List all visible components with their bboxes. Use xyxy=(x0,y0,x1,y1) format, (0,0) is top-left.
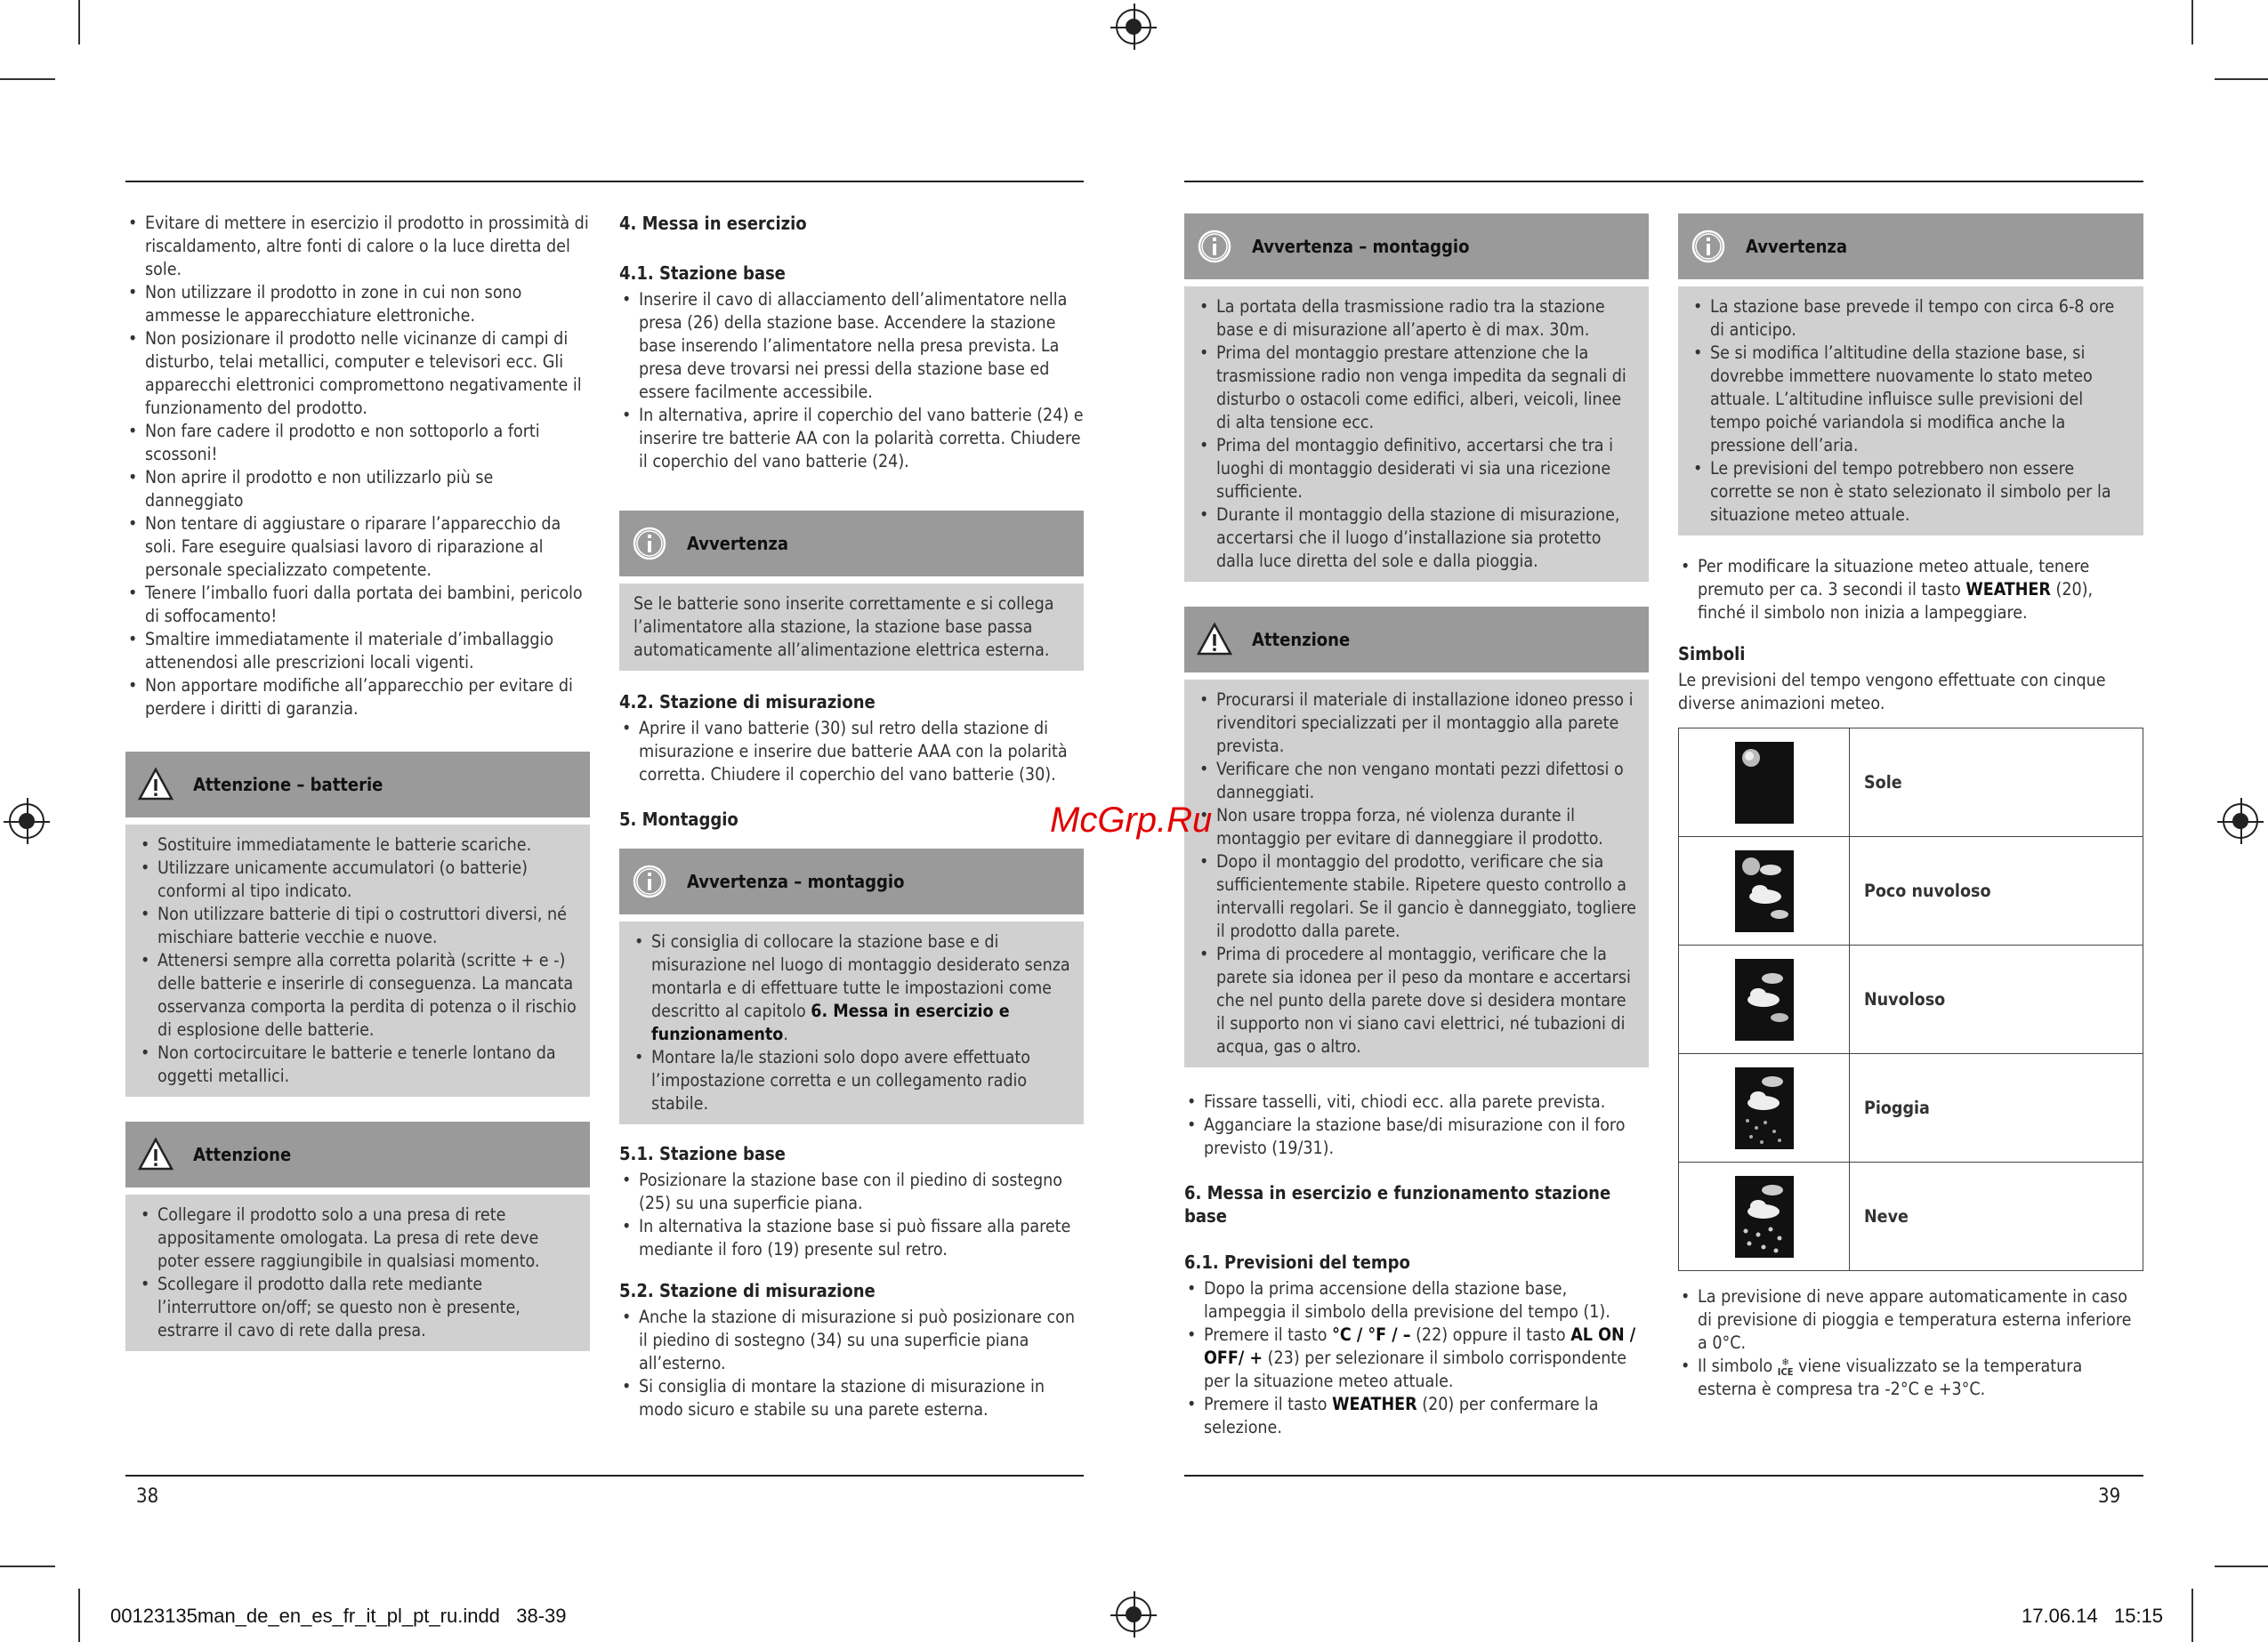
list-item: • In alternativa la stazione base si può fissare alla parete mediante il foro (19) presente sul retro. xyxy=(619,1215,1084,1261)
list-item: • Tenere l’imballo fuori dalla portata dei bambini, pericolo di soffocamento! xyxy=(125,582,590,628)
list-item: • Aprire il vano batterie (30) sul retro della stazione di misurazione e inserire due batterie AAA con la polarità corretta. Chiudere il coperchio del vano batterie (30). xyxy=(619,717,1084,786)
box-body xyxy=(619,584,1084,671)
list-item: • Evitare di mettere in esercizio il prodotto in prossimità di riscaldamento, altre fonti di calore o la luce diretta del sole. xyxy=(125,212,590,281)
symbol-label: Neve xyxy=(1850,1163,2143,1271)
left-column-2 xyxy=(619,212,1084,1421)
list-item: • Prima del montaggio definitivo, accertarsi che tra i luoghi di montaggio desiderati vi sia una ricezione sufficiente. xyxy=(1197,434,1636,503)
snow-icon xyxy=(1735,1176,1794,1258)
list-item: • La previsione di neve appare automaticamente in caso di previsione di pioggia e temperatura esterna inferiore a 0°C. xyxy=(1678,1285,2143,1355)
list-item: • Durante il montaggio della stazione di misurazione, accertarsi che il luogo d’installazione sia protetto dalla luce diretta del sole e dalla pioggia. xyxy=(1197,503,1636,573)
page-number-left: 38 xyxy=(136,1485,159,1508)
section-heading: 6.1. Previsioni del tempo xyxy=(1184,1252,1410,1273)
section-heading: Simboli xyxy=(1678,643,1746,664)
list-item: • Non utilizzare batterie di tipi o costruttori diversi, né mischiare batterie vecchie e nuove. xyxy=(138,903,577,949)
crop-mark xyxy=(2215,1566,2268,1567)
crop-mark xyxy=(0,78,55,80)
list-item: • La stazione base prevede il tempo con circa 6-8 ore di anticipo. xyxy=(1691,295,2131,342)
list-item: • La portata della trasmissione radio tra la stazione base e di misurazione all’aperto è di max. 30m. xyxy=(1197,295,1636,342)
registration-mark-icon xyxy=(9,803,44,839)
right-column-1 xyxy=(1184,213,1649,1439)
box-header xyxy=(125,752,590,817)
list-item: • Procurarsi il materiale di installazione idoneo presso i rivenditori specializzati per il montaggio alla parete prevista. xyxy=(1197,688,1636,758)
page-number-right: 39 xyxy=(2098,1485,2121,1508)
box-avvertenza-montaggio xyxy=(1184,213,1649,582)
list-item: • Smaltire immediatamente il materiale d’imballaggio attenendosi alle prescrizioni locali vigenti. xyxy=(125,628,590,674)
footer-rule xyxy=(1184,1475,2143,1477)
box-header xyxy=(1184,213,1649,279)
crop-mark xyxy=(2191,1589,2193,1642)
list-item: • Non tentare di aggiustare o riparare l’apparecchio da soli. Fare eseguire qualsiasi lavoro di riparazione al personale specializzato competente. xyxy=(125,512,590,582)
symbols-table xyxy=(1678,728,2143,1271)
list-item: • Premere il tasto WEATHER (20) per confermare la selezione. xyxy=(1184,1393,1649,1439)
registration-mark-icon xyxy=(2223,803,2258,839)
box-title: Avvertenza – montaggio xyxy=(1252,236,1470,257)
box-title: Attenzione xyxy=(193,1144,292,1165)
list-item: • Non utilizzare il prodotto in zone in cui non sono ammesse le apparecchiature elettroniche. xyxy=(125,281,590,327)
box-body xyxy=(125,1195,590,1351)
list-item: • Le previsioni del tempo potrebbero non essere corrette se non è stato selezionato il simbolo per la situazione meteo attuale. xyxy=(1691,457,2131,527)
left-column-1 xyxy=(125,212,590,1351)
list-item: • Fissare tasselli, viti, chiodi ecc. alla parete prevista. xyxy=(1184,1091,1649,1114)
box-avvertenza xyxy=(619,511,1084,671)
list-item: • Si consiglia di collocare la stazione base e di misurazione nel luogo di montaggio desiderato senza montarla e di effettuare tutte le impostazioni come descritto al capitolo 6. Messa in esercizio e funzionamento. xyxy=(632,930,1071,1046)
footer-date: 17.06.14 15:15 xyxy=(2022,1605,2164,1627)
box-avvertenza-montaggio xyxy=(619,849,1084,1124)
box-attenzione xyxy=(1184,607,1649,1067)
box-body xyxy=(125,825,590,1097)
list-item: • Verificare che non vengano montati pezzi difettosi o danneggiati. xyxy=(1197,758,1636,804)
box-header xyxy=(619,511,1084,576)
table-cell xyxy=(1679,1054,1850,1163)
section-heading: 5. Montaggio xyxy=(619,809,739,830)
box-header xyxy=(619,849,1084,914)
crop-mark xyxy=(2191,0,2193,44)
table-cell xyxy=(1679,728,1850,837)
box-body xyxy=(619,922,1084,1124)
list-item: • Sostituire immediatamente le batterie scariche. xyxy=(138,833,577,857)
list-item: • Dopo la prima accensione della stazione base, lampeggia il simbolo della previsione del tempo (1). xyxy=(1184,1277,1649,1324)
symbol-label: Sole xyxy=(1850,728,2143,837)
ice-snowflake-icon: ❄ ICE xyxy=(1777,1356,1794,1378)
box-attenzione xyxy=(125,1122,590,1351)
list-item: • Collegare il prodotto solo a una presa di rete appositamente omologata. La presa di rete deve poter essere raggiungibile in qualsiasi momento. xyxy=(138,1203,577,1273)
sun-icon xyxy=(1735,742,1794,824)
crop-mark xyxy=(0,1566,55,1567)
info-icon xyxy=(1197,229,1232,264)
partly-cloudy-icon xyxy=(1735,850,1794,932)
info-icon xyxy=(632,526,667,561)
symbol-label: Nuvoloso xyxy=(1850,946,2143,1054)
rain-icon xyxy=(1735,1067,1794,1149)
crop-mark xyxy=(78,1589,80,1642)
list-item: • Non aprire il prodotto e non utilizzarlo più se danneggiato xyxy=(125,466,590,512)
table-row xyxy=(1679,837,2143,946)
box-text: Se le batterie sono inserite correttamente e si collega l’alimentatore alla stazione, la stazione base passa automaticamente all’alimentazione elettrica esterna. xyxy=(634,593,1054,660)
box-body xyxy=(1184,680,1649,1067)
box-header xyxy=(1184,607,1649,672)
cloudy-icon xyxy=(1735,959,1794,1041)
table-row xyxy=(1679,946,2143,1054)
list-item: • Anche la stazione di misurazione si può posizionare con il piedino di sostegno (34) su una superficie piana all’esterno. xyxy=(619,1306,1084,1375)
list-item: • Non usare troppa forza, né violenza durante il montaggio per evitare di danneggiare il prodotto. xyxy=(1197,804,1636,850)
box-title: Attenzione – batterie xyxy=(193,774,383,795)
crop-mark xyxy=(78,0,80,44)
section-heading: 5.1. Stazione base xyxy=(619,1143,786,1164)
box-header xyxy=(1678,213,2143,279)
box-body xyxy=(1184,286,1649,582)
box-header xyxy=(125,1122,590,1187)
list-item: • Scollegare il prodotto dalla rete mediante l’interruttore on/off; se questo non è presente, estrarre il cavo di rete dalla presa. xyxy=(138,1273,577,1342)
box-body xyxy=(1678,286,2143,535)
table-row xyxy=(1679,728,2143,837)
box-attenzione-batterie xyxy=(125,752,590,1097)
footer-rule xyxy=(125,1475,1084,1477)
section-heading: 4.2. Stazione di misurazione xyxy=(619,691,876,712)
list-item: • Si consiglia di montare la stazione di misurazione in modo sicuro e stabile su una parete esterna. xyxy=(619,1375,1084,1421)
symbol-label: Pioggia xyxy=(1850,1054,2143,1163)
registration-mark-icon xyxy=(1116,1597,1151,1632)
registration-mark-icon xyxy=(1116,9,1151,44)
list-item: • Dopo il montaggio del prodotto, verificare che sia sufficientemente stabile. Ripetere questo controllo a intervalli regolari. Se il gancio è danneggiato, togliere il prodotto dalla parete. xyxy=(1197,850,1636,943)
info-icon xyxy=(632,864,667,899)
list-item: • Prima del montaggio prestare attenzione che la trasmissione radio non venga impedita da segnali di disturbo o ostacoli come edifici, alberi, veicoli, linee di alta tensione ecc. xyxy=(1197,342,1636,434)
section-heading: 4. Messa in esercizio xyxy=(619,213,807,234)
list-item: • Prima di procedere al montaggio, verificare che la parete sia idonea per il peso da montare e accertarsi che nel punto della parete dove si desidera montare il supporto non vi siano cavi elettrici, né tubazioni di acqua, gas o altro. xyxy=(1197,943,1636,1058)
warning-icon xyxy=(138,767,174,802)
box-title: Avvertenza xyxy=(687,533,788,554)
section-heading: 6. Messa in esercizio e funzionamento stazione base xyxy=(1184,1182,1611,1227)
warning-icon xyxy=(1197,622,1232,657)
paragraph: Le previsioni del tempo vengono effettuate con cinque diverse animazioni meteo. xyxy=(1678,670,2106,713)
section-heading: 5.2. Stazione di misurazione xyxy=(619,1280,876,1301)
box-title: Avvertenza xyxy=(1746,236,1847,257)
section-heading: 4.1. Stazione base xyxy=(619,262,786,284)
list-item: • Inserire il cavo di allacciamento dell’alimentatore nella presa (26) della stazione base. Accendere la stazione base inserendo l’alimentatore nella presa prevista. La presa deve trovarsi nei pressi della stazione base ed essere facilmente accessibile. xyxy=(619,288,1084,404)
box-title: Avvertenza – montaggio xyxy=(687,871,905,892)
header-rule xyxy=(1184,181,2143,182)
list-item: • Il simbolo ❄ ICE viene visualizzato se la temperatura esterna è compresa tra -2°C e +3°C. xyxy=(1678,1355,2143,1401)
list-item: • In alternativa, aprire il coperchio del vano batterie (24) e inserire tre batterie AA con la polarità corretta. Chiudere il coperchio del vano batterie (24). xyxy=(619,404,1084,473)
right-column-2 xyxy=(1678,213,2143,1401)
watermark: McGrp.Ru xyxy=(1050,801,1213,840)
table-cell xyxy=(1679,946,1850,1054)
info-icon xyxy=(1691,229,1726,264)
list-item: • Non posizionare il prodotto nelle vicinanze di campi di disturbo, telai metallici, computer e televisori ecc. Gli apparecchi elettronici compromettono negativamente il funzionamento del prodotto. xyxy=(125,327,590,420)
list-item: • Agganciare la stazione base/di misurazione con il foro previsto (19/31). xyxy=(1184,1114,1649,1160)
list-item: • Posizionare la stazione base con il piedino di sostegno (25) su una superficie piana. xyxy=(619,1169,1084,1215)
list-item: • Premere il tasto °C / °F / – (22) oppure il tasto AL ON / OFF/ + (23) per selezionare il simbolo corrispondente per la situazione meteo attuale. xyxy=(1184,1324,1649,1393)
safety-list xyxy=(125,212,590,720)
list-item: • Non cortocircuitare le batterie e tenerle lontano da oggetti metallici. xyxy=(138,1042,577,1088)
table-row xyxy=(1679,1163,2143,1271)
footer-filename: 00123135man_de_en_es_fr_it_pl_pt_ru.indd 38-39 xyxy=(110,1605,567,1627)
list-item: • Se si modifica l’altitudine della stazione base, si dovrebbe immettere nuovamente lo stato meteo attuale. L’altitudine influisce sulle previsioni del tempo poiché variandola si modifica anche la pressione dell’aria. xyxy=(1691,342,2131,457)
box-title: Attenzione xyxy=(1252,629,1351,650)
list-item: • Attenersi sempre alla corretta polarità (scritte + e -) delle batterie e inserirle di conseguenza. La mancata osservanza comporta la perdita di potenza o il rischio di esplosione delle batterie. xyxy=(138,949,577,1042)
list-item: • Non apportare modifiche all’apparecchio per evitare di perdere i diritti di garanzia. xyxy=(125,674,590,720)
list-item: • Montare la/le stazioni solo dopo avere effettuato l’impostazione corretta e un collegamento radio stabile. xyxy=(632,1046,1071,1115)
warning-icon xyxy=(138,1137,174,1172)
table-cell xyxy=(1679,1163,1850,1271)
box-avvertenza xyxy=(1678,213,2143,535)
list-item: • Non fare cadere il prodotto e non sottoporlo a forti scossoni! xyxy=(125,420,590,466)
table-cell xyxy=(1679,837,1850,946)
table-row xyxy=(1679,1054,2143,1163)
header-rule xyxy=(125,181,1084,182)
crop-mark xyxy=(2215,78,2268,80)
list-item: • Per modificare la situazione meteo attuale, tenere premuto per ca. 3 secondi il tasto WEATHER (20), finché il simbolo non inizia a lampeggiare. xyxy=(1678,555,2143,624)
list-item: • Utilizzare unicamente accumulatori (o batterie) conformi al tipo indicato. xyxy=(138,857,577,903)
symbol-label: Poco nuvoloso xyxy=(1850,837,2143,946)
